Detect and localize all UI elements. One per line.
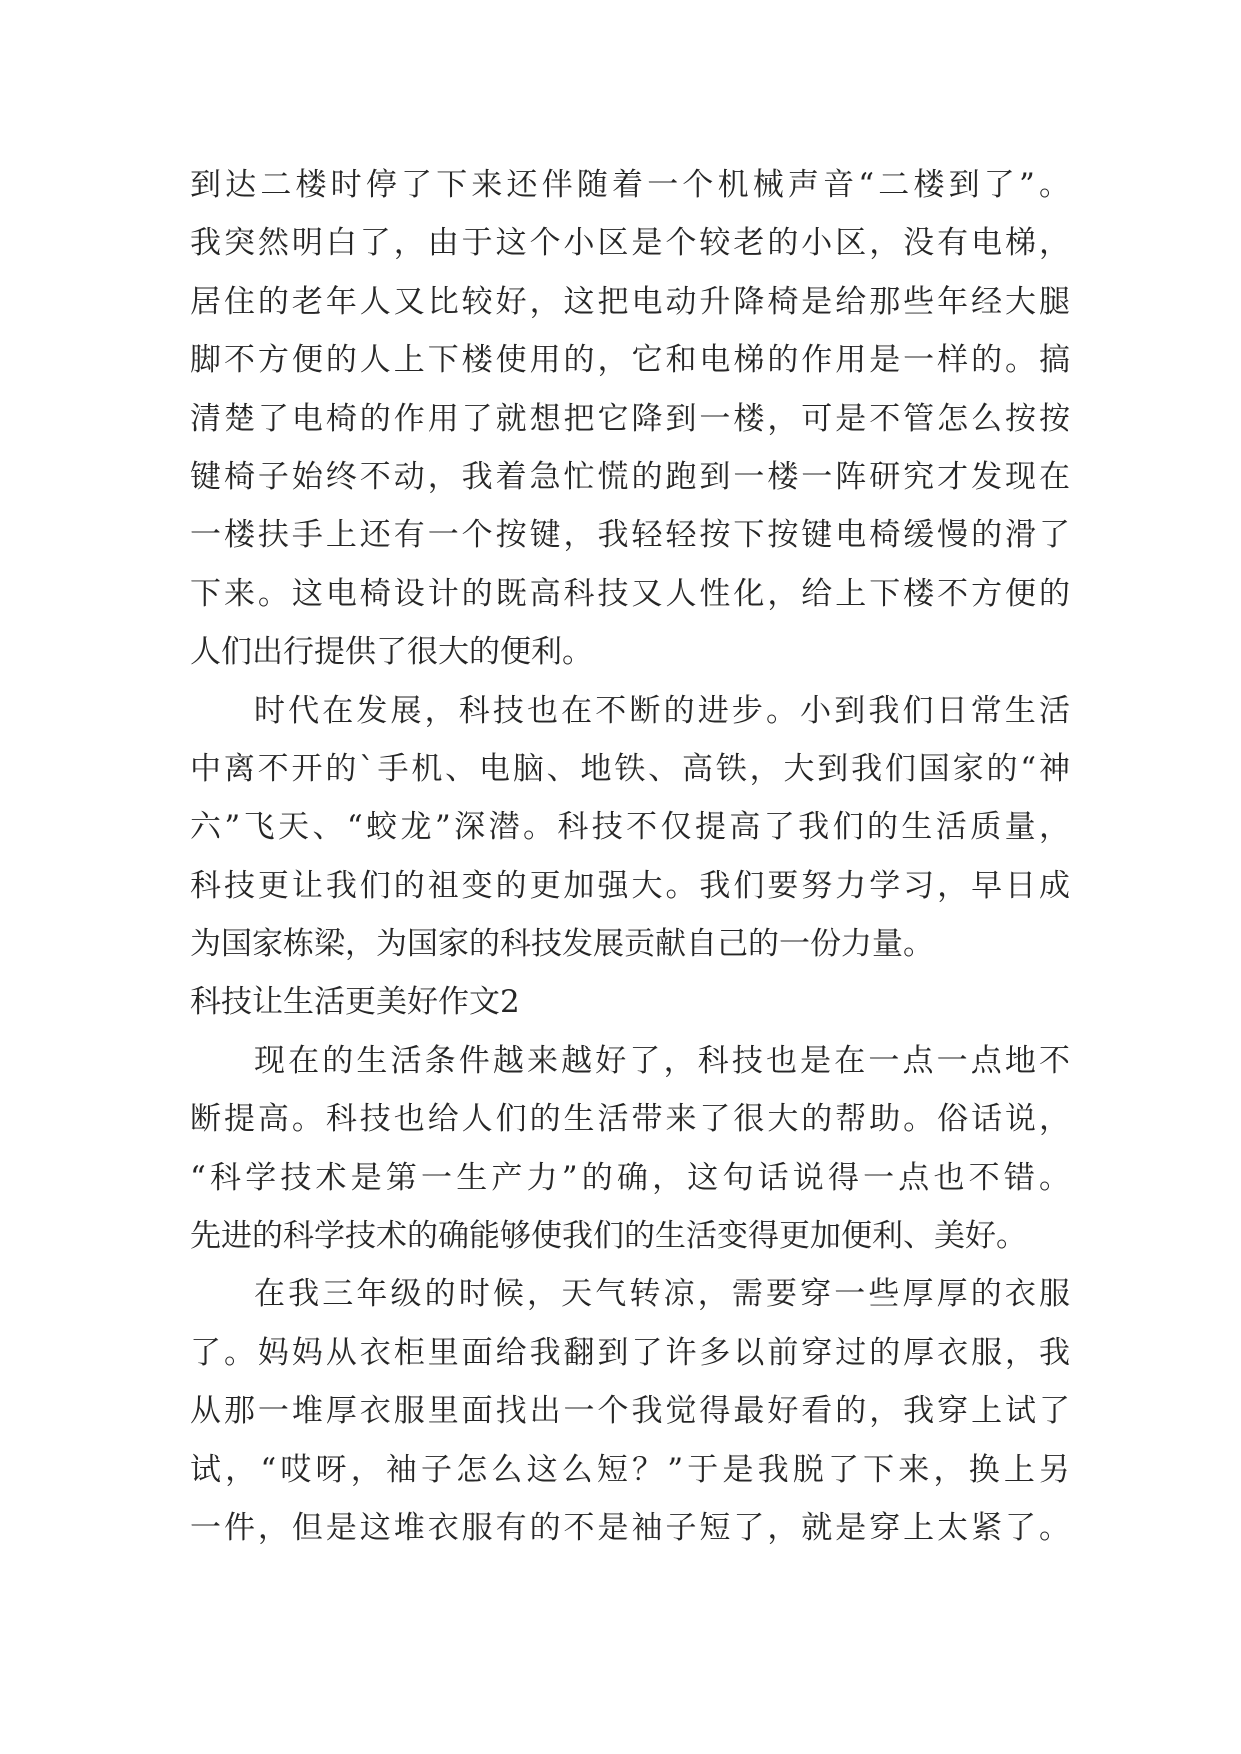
text-line: 时代在发展，科技也在不断的进步。小到我们日常生活 [254,692,1070,729]
text-line: 我突然明白了，由于这个小区是个较老的小区，没有电梯， [190,225,1070,262]
text-line: 到达二楼时停了下来还伴随着一个机械声音“二楼到了”。 [190,167,1070,203]
text-line: 在我三年级的时候，天气转凉，需要穿一些厚厚的衣服 [254,1276,1070,1313]
text-line: 现在的生活条件越来越好了，科技也是在一点一点地不 [254,1042,1070,1079]
text-line: 试，“哎呀，袖子怎么这么短？”于是我脱了下来，换上另 [190,1451,1070,1488]
text-line: 脚不方便的人上下楼使用的，它和电梯的作用是一样的。搞 [190,342,1070,379]
text-line: 人们出行提供了很大的便利。 [190,634,593,671]
text-line: 了。妈妈从衣柜里面给我翻到了许多以前穿过的厚衣服，我 [190,1334,1070,1371]
document-body [190,156,1070,1557]
text-line: 一件，但是这堆衣服有的不是袖子短了，就是穿上太紧了。 [190,1509,1070,1546]
text-line: 键椅子始终不动，我着急忙慌的跑到一楼一阵研究才发现在 [190,458,1070,495]
text-line: 居住的老年人又比较好，这把电动升降椅是给那些年经大腿 [190,283,1070,320]
text-line: 下来。这电椅设计的既高科技又人性化，给上下楼不方便的 [190,575,1070,612]
text-line: 一楼扶手上还有一个按键，我轻轻按下按键电椅缓慢的滑了 [190,517,1070,554]
text-line: 为国家栋梁，为国家的科技发展贡献自己的一份力量。 [190,926,934,963]
text-line: 断提高。科技也给人们的生活带来了很大的帮助。俗话说， [190,1101,1070,1138]
text-line: 六”飞天、“蛟龙”深潜。科技不仅提高了我们的生活质量， [190,809,1070,846]
text-line: 科技更让我们的祖变的更加强大。我们要努力学习，早日成 [190,867,1070,904]
text-line: 从那一堆厚衣服里面找出一个我觉得最好看的，我穿上试了 [190,1393,1070,1430]
text-line: 先进的科学技术的确能够使我们的生活变得更加便利、美好。 [190,1218,1027,1255]
text-line: 科技让生活更美好作文2 [190,984,520,1021]
text-line: 中离不开的`手机、电脑、地铁、高铁，大到我们国家的“神 [190,750,1070,787]
text-line: “科学技术是第一生产力”的确，这句话说得一点也不错。 [190,1159,1070,1196]
text-line: 清楚了电椅的作用了就想把它降到一楼，可是不管怎么按按 [190,400,1070,437]
